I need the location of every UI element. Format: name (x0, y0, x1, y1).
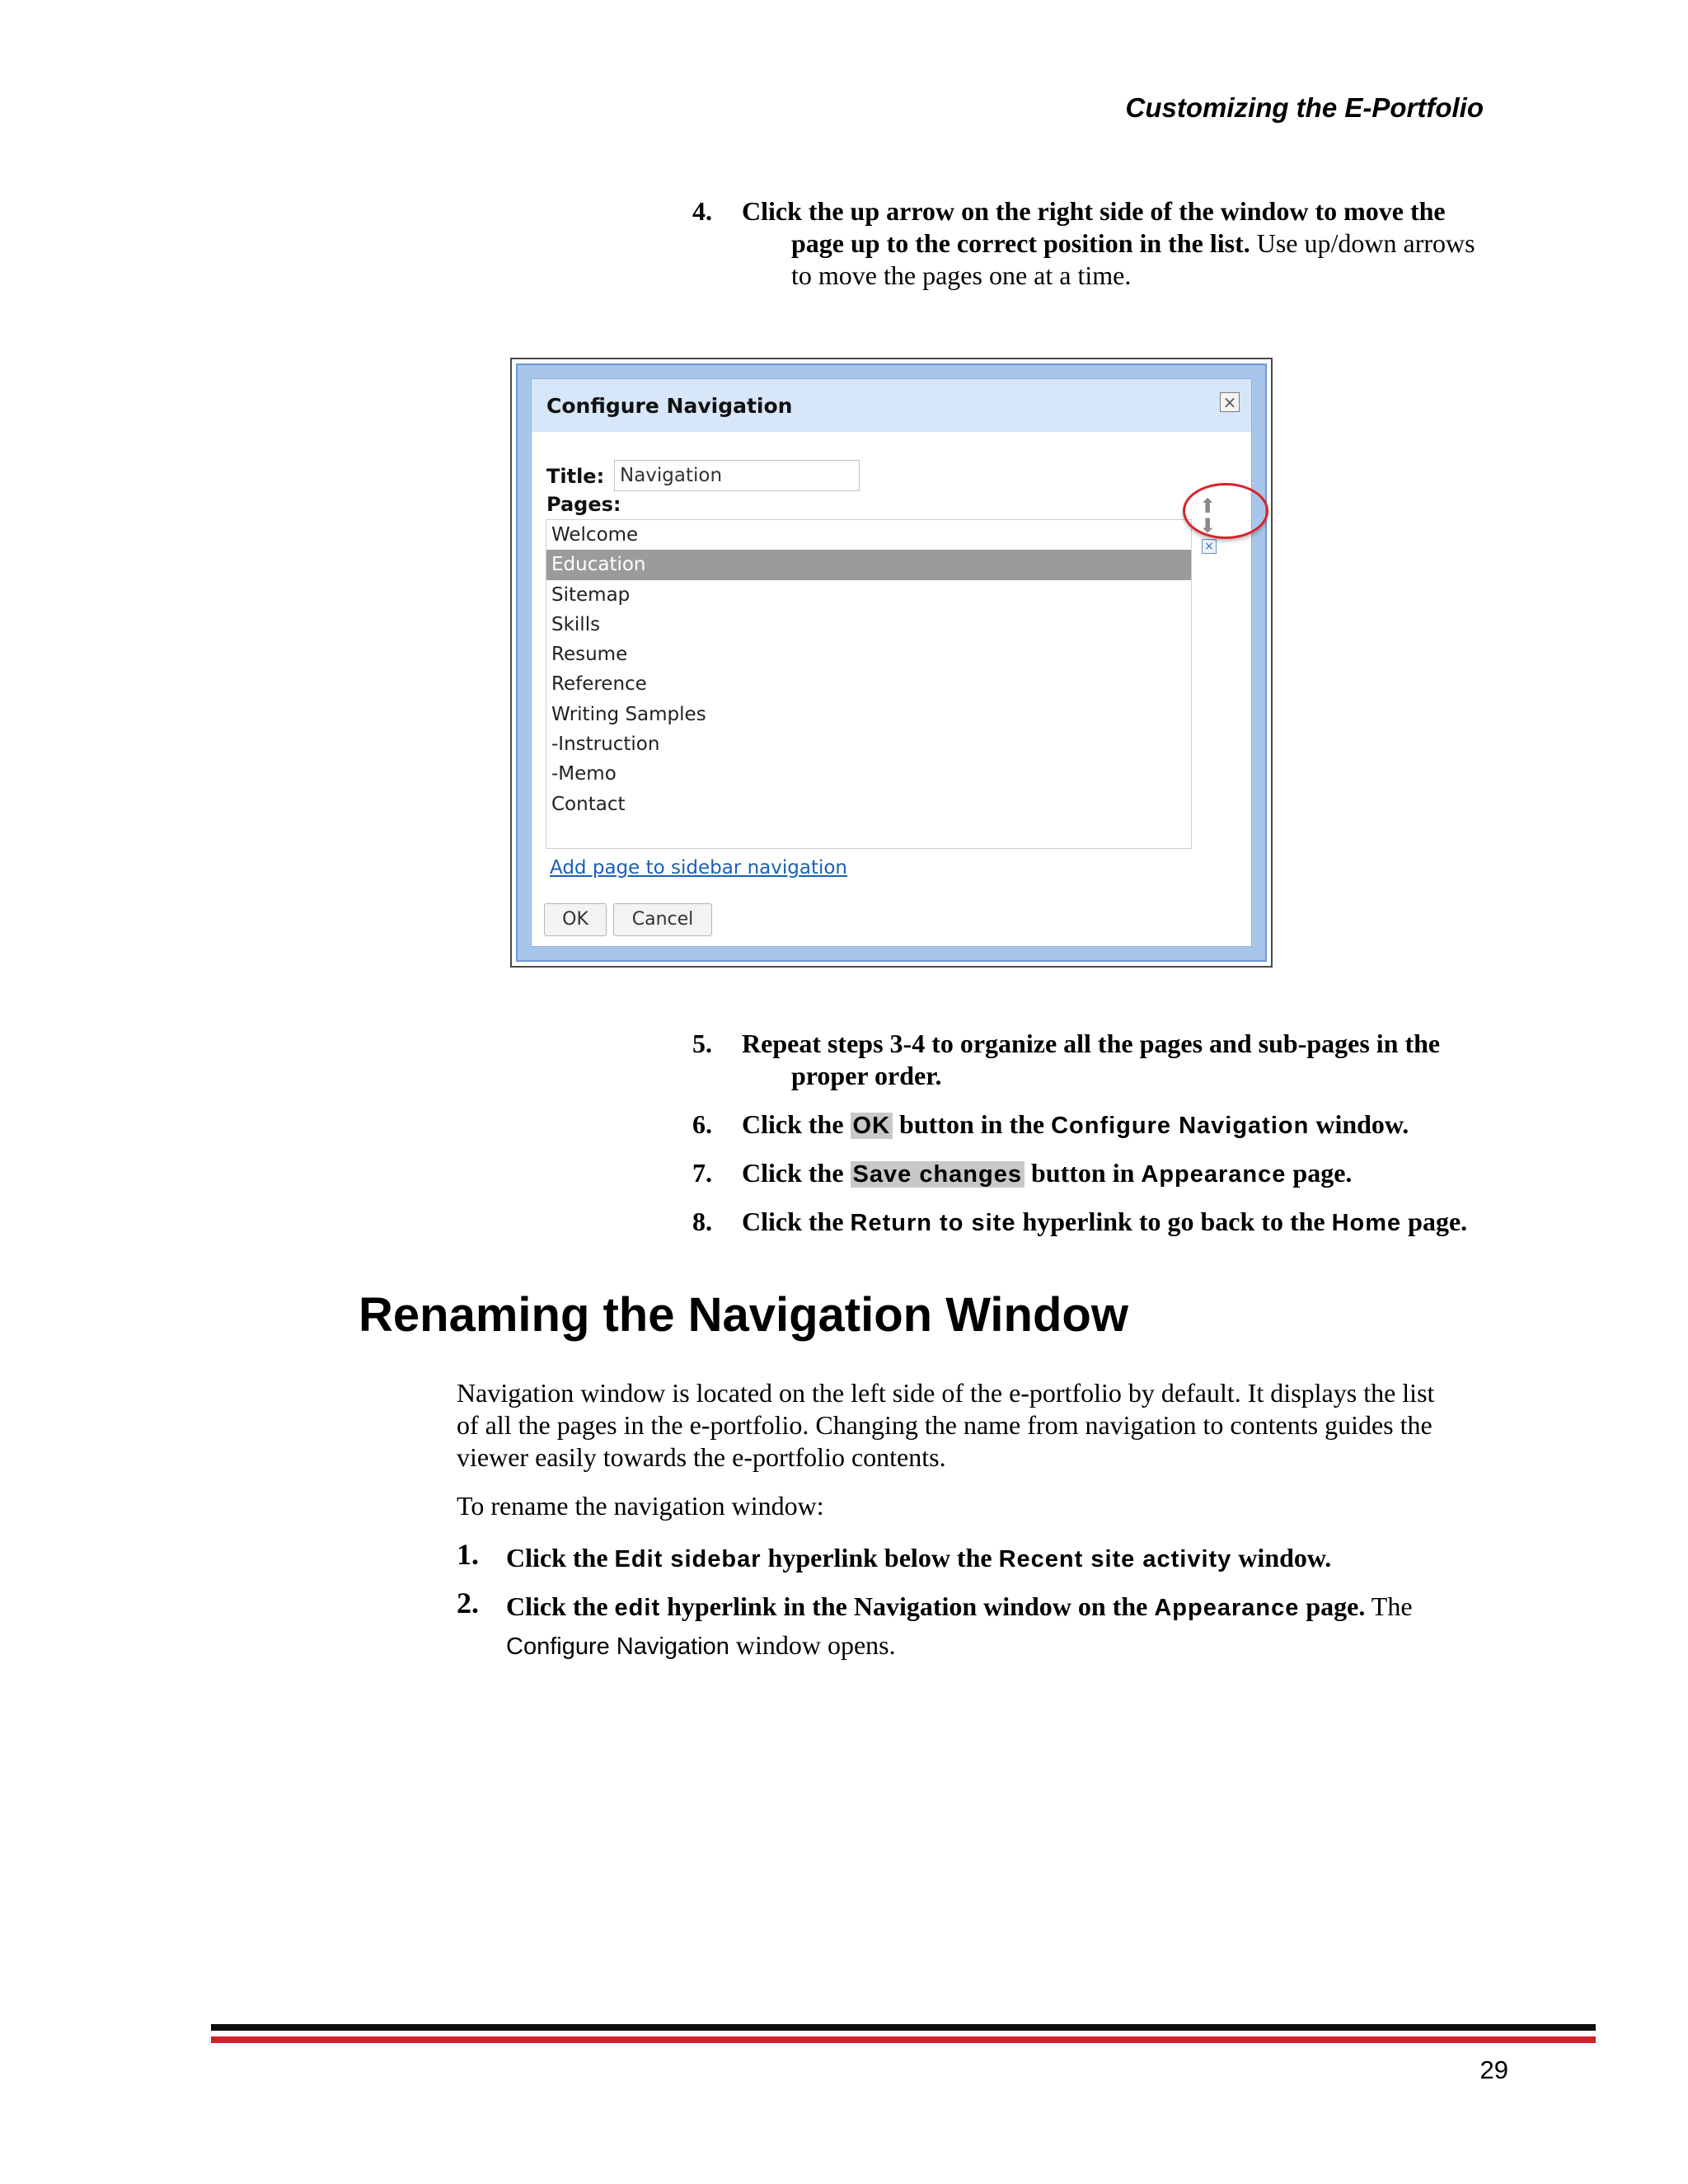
step-number: 1. (457, 1538, 479, 1571)
page-number: 29 (1479, 2055, 1508, 2084)
section-heading: Renaming the Navigation Window (359, 1288, 1128, 1342)
ui-label-configure-navigation: Configure Navigation (506, 1633, 729, 1660)
step-number: 5. (692, 1029, 712, 1058)
step-4-line3: to move the pages one at a time. (791, 260, 1132, 290)
text: Click the (506, 1591, 615, 1621)
step-line (506, 1629, 1545, 1663)
pages-list[interactable] (546, 519, 1192, 849)
title-input[interactable] (614, 460, 860, 491)
list-item[interactable]: -Instruction (551, 733, 660, 756)
rename-step-1 (457, 1538, 1528, 1576)
ui-label-appearance: Appearance (1141, 1161, 1287, 1188)
dialog-title: Configure Navigation (546, 394, 793, 418)
cancel-button[interactable]: Cancel (613, 903, 712, 936)
list-item[interactable]: Sitemap (551, 583, 631, 606)
step-4-normal-text: Use up/down arrows (1250, 228, 1475, 258)
step-number: 4. (692, 196, 712, 226)
ok-button[interactable]: OK (544, 903, 607, 936)
ui-label-save-changes: Save changes (851, 1161, 1025, 1188)
text: hyperlink to go back to the (1015, 1207, 1332, 1236)
configure-navigation-dialog (531, 378, 1252, 947)
list-item[interactable]: Resume (551, 644, 628, 666)
text: button in (1025, 1158, 1142, 1188)
delete-icon[interactable]: × (1202, 539, 1217, 554)
step-number: 6. (692, 1109, 712, 1139)
ui-label-edit: edit (614, 1595, 661, 1621)
ui-label-return-to-site: Return to site (850, 1210, 1016, 1236)
ui-label-edit-sidebar: Edit sidebar (614, 1546, 762, 1572)
step-4-line2 (742, 227, 1533, 260)
step-number: 2. (457, 1586, 479, 1619)
highlight-circle (1183, 483, 1268, 539)
text: hyperlink below the (761, 1543, 999, 1572)
close-icon[interactable]: × (1220, 392, 1240, 412)
step-5-line2: proper order. (791, 1061, 942, 1090)
text: window opens. (729, 1630, 896, 1660)
up-arrow-icon[interactable]: ⬆ (1199, 494, 1217, 518)
text: The (1365, 1591, 1413, 1621)
footer-rule-black (211, 2024, 1596, 2031)
text: hyperlink in the Navigation window on the (660, 1591, 1155, 1621)
text: Click the (742, 1109, 851, 1139)
text: page. (1299, 1591, 1366, 1621)
step-line (506, 1591, 1545, 1624)
list-item[interactable]: -Memo (551, 763, 617, 785)
pages-label: Pages: (546, 493, 621, 516)
paragraph-line: Navigation window is located on the left side of the e-portfolio by default. It displays the list (457, 1378, 1435, 1408)
rename-step-2 (457, 1586, 1545, 1663)
dialog-frame (516, 363, 1267, 962)
title-label: Title: (546, 465, 605, 488)
ui-label-ok: OK (851, 1113, 893, 1139)
step-number: 7. (692, 1158, 712, 1188)
add-page-link[interactable]: Add page to sidebar navigation (550, 857, 848, 879)
step-7 (692, 1157, 1599, 1191)
list-item[interactable]: Reference (551, 673, 647, 696)
step-4-line1: Click the up arrow on the right side of the window to move the (742, 196, 1446, 226)
ui-label-configure-navigation: Configure Navigation (1051, 1113, 1310, 1139)
dialog-titlebar (532, 379, 1251, 432)
list-item[interactable]: Contact (551, 793, 626, 815)
ui-label-recent-site-activity: Recent site activity (998, 1546, 1232, 1572)
step-number: 8. (692, 1207, 712, 1236)
list-item[interactable]: Skills (551, 613, 601, 635)
step-6 (692, 1108, 1599, 1142)
text: page. (1401, 1207, 1468, 1236)
list-item-selected[interactable]: Education (546, 550, 1191, 579)
text: Click the (742, 1207, 851, 1236)
paragraph-line: viewer easily towards the e-portfolio contents. (457, 1442, 946, 1472)
paragraph-line: of all the pages in the e-portfolio. Changing the name from navigation to contents guides the (457, 1410, 1432, 1440)
ui-label-appearance: Appearance (1154, 1595, 1300, 1621)
text: Click the (742, 1158, 851, 1188)
footer-rule-red (211, 2036, 1596, 2043)
list-item[interactable]: Writing Samples (551, 703, 706, 725)
step-5-line1: Repeat steps 3-4 to organize all the pages and sub-pages in the (742, 1029, 1441, 1058)
intro-paragraph (457, 1377, 1545, 1474)
step-8 (692, 1206, 1648, 1240)
text: page. (1286, 1158, 1353, 1188)
text: window. (1231, 1543, 1332, 1572)
ui-label-home: Home (1331, 1210, 1402, 1236)
text: button in the (893, 1109, 1052, 1139)
step-4 (692, 195, 1533, 292)
running-header: Customizing the E-Portfolio (1125, 92, 1484, 123)
list-item[interactable]: Welcome (551, 524, 639, 546)
step-5 (692, 1028, 1533, 1092)
down-arrow-icon[interactable]: ⬇ (1199, 514, 1217, 537)
text: window. (1309, 1109, 1409, 1139)
screenshot-figure (510, 358, 1273, 968)
text: Click the (506, 1543, 615, 1572)
step-4-bold-text: page up to the correct position in the list. (791, 228, 1250, 258)
instructions-lead: To rename the navigation window: (457, 1491, 824, 1521)
